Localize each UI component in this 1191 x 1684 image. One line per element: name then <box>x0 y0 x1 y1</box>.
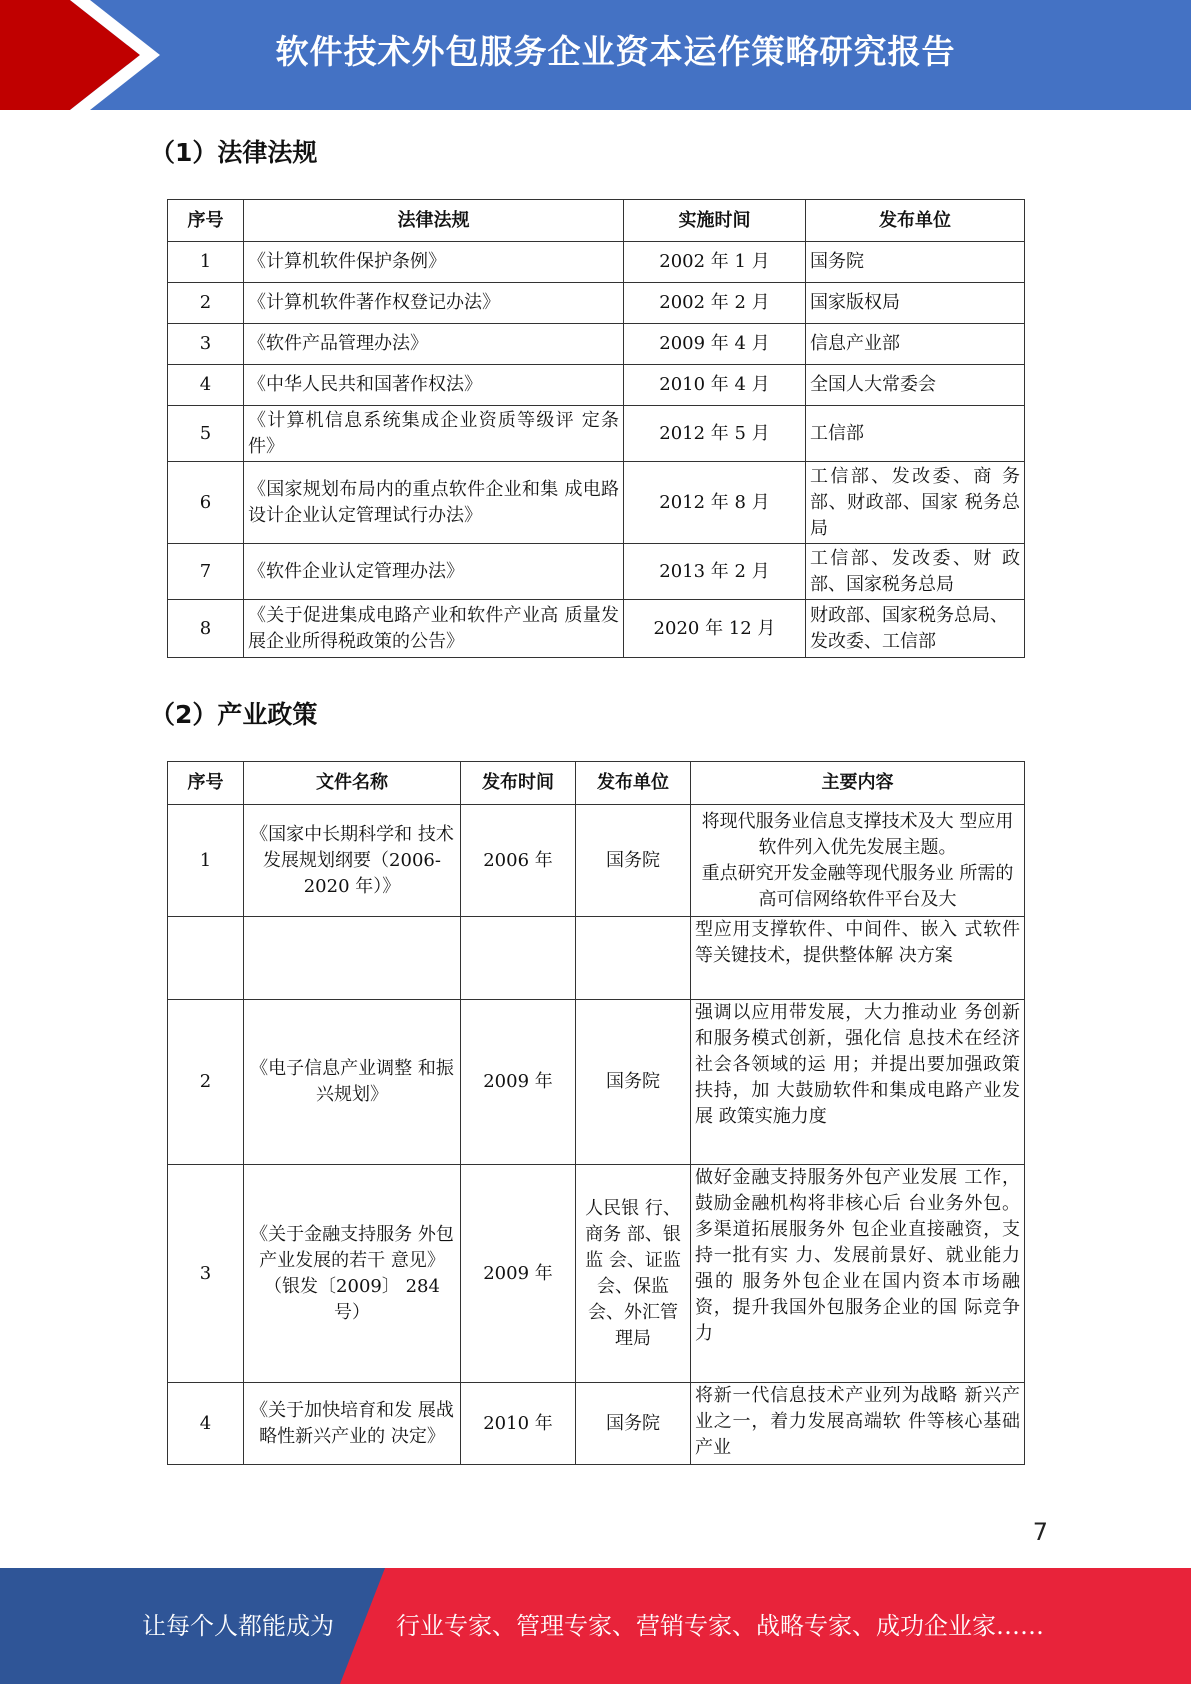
effective-date: 2002 年 2 月 <box>624 283 806 324</box>
table-row <box>168 242 1025 283</box>
table-row <box>168 1000 1025 1165</box>
column-header: 序号 <box>168 762 244 805</box>
main-content-line: 将现代服务业信息支撑技术及大 型应用软件列入优先发展主题。 <box>701 810 1014 858</box>
effective-date: 2002 年 1 月 <box>624 242 806 283</box>
effective-date: 2012 年 8 月 <box>624 462 806 544</box>
column-header: 发布单位 <box>806 200 1025 242</box>
issuer <box>576 917 691 1000</box>
table-row <box>168 1383 1025 1465</box>
row-number: 1 <box>168 242 244 283</box>
table-row <box>168 600 1025 658</box>
effective-date: 2012 年 5 月 <box>624 406 806 462</box>
table-row <box>168 1165 1025 1383</box>
main-content: 做好金融支持服务外包产业发展 工作，鼓励金融机构将非核心后 台业务外包。多渠道拓展服务外 包企业直接融资，支持一批有实 力、发展前景好、就业能力强的 服务外包企业在国内资本市场融 资，提升我国外包服务企业的国 际竞争力 <box>691 1165 1025 1383</box>
table-row <box>168 544 1025 600</box>
issuer: 国务院 <box>576 1000 691 1165</box>
row-number <box>168 917 244 1000</box>
row-number: 4 <box>168 1383 244 1465</box>
page-number: 7 <box>1032 1518 1048 1546</box>
law-name: 《计算机软件保护条例》 <box>244 242 624 283</box>
table-row <box>168 805 1025 917</box>
section-title-policies: （2）产业政策 <box>150 700 318 729</box>
publish-date: 2006 年 <box>461 805 576 917</box>
issuer: 国务院 <box>806 242 1025 283</box>
column-header: 主要内容 <box>691 762 1025 805</box>
table-row <box>168 406 1025 462</box>
law-name: 《计算机软件著作权登记办法》 <box>244 283 624 324</box>
main-content <box>691 805 1025 917</box>
table-row <box>168 324 1025 365</box>
table-row <box>168 283 1025 324</box>
publish-date: 2009 年 <box>461 1165 576 1383</box>
law-name: 《中华人民共和国著作权法》 <box>244 365 624 406</box>
issuer: 财政部、国家税务总局、发改委、工信部 <box>806 600 1025 658</box>
table-header-row <box>168 762 1025 805</box>
main-content: 将新一代信息技术产业列为战略 新兴产业之一，着力发展高端软 件等核心基础产业 <box>691 1383 1025 1465</box>
table-header-row <box>168 200 1025 242</box>
publish-date: 2010 年 <box>461 1383 576 1465</box>
column-header: 文件名称 <box>244 762 461 805</box>
column-header: 序号 <box>168 200 244 242</box>
issuer: 工信部、发改委、商 务部、财政部、国家 税务总局 <box>806 462 1025 544</box>
row-number: 1 <box>168 805 244 917</box>
document-name: 《关于金融支持服务 外包产业发展的若干 意见》（银发〔2009〕 284 号） <box>244 1165 461 1383</box>
issuer: 国务院 <box>576 1383 691 1465</box>
row-number: 2 <box>168 1000 244 1165</box>
main-content: 强调以应用带发展，大力推动业 务创新和服务模式创新，强化信 息技术在经济社会各领域的运 用；并提出要加强政策扶持，加 大鼓励软件和集成电路产业发展 政策实施力度 <box>691 1000 1025 1165</box>
document-name <box>244 917 461 1000</box>
law-name: 《计算机信息系统集成企业资质等级评 定条件》 <box>244 406 624 462</box>
row-number: 8 <box>168 600 244 658</box>
header-banner <box>0 0 1191 110</box>
section-title-laws: （1）法律法规 <box>150 138 318 167</box>
footer-slogan-left: 让每个人都能成为 <box>142 1612 334 1640</box>
table-row <box>168 365 1025 406</box>
row-number: 2 <box>168 283 244 324</box>
row-number: 3 <box>168 324 244 365</box>
document-name: 《电子信息产业调整 和振兴规划》 <box>244 1000 461 1165</box>
row-number: 4 <box>168 365 244 406</box>
column-header: 实施时间 <box>624 200 806 242</box>
column-header: 法律法规 <box>244 200 624 242</box>
issuer: 国务院 <box>576 805 691 917</box>
laws-table <box>167 199 1025 658</box>
table-row <box>168 917 1025 1000</box>
policies-table <box>167 761 1025 1465</box>
effective-date: 2020 年 12 月 <box>624 600 806 658</box>
issuer: 工信部 <box>806 406 1025 462</box>
row-number: 7 <box>168 544 244 600</box>
issuer: 国家版权局 <box>806 283 1025 324</box>
issuer: 信息产业部 <box>806 324 1025 365</box>
report-title: 软件技术外包服务企业资本运作策略研究报告 <box>275 32 956 71</box>
footer-slogan-right: 行业专家、管理专家、营销专家、战略专家、成功企业家…… <box>396 1612 1044 1640</box>
footer-banner <box>0 1568 1191 1684</box>
row-number: 5 <box>168 406 244 462</box>
column-header: 发布时间 <box>461 762 576 805</box>
law-name: 《关于促进集成电路产业和软件产业高 质量发展企业所得税政策的公告》 <box>244 600 624 658</box>
effective-date: 2009 年 4 月 <box>624 324 806 365</box>
effective-date: 2013 年 2 月 <box>624 544 806 600</box>
main-content: 型应用支撑软件、中间件、嵌入 式软件等关键技术，提供整体解 决方案 <box>691 917 1025 1000</box>
issuer: 全国人大常委会 <box>806 365 1025 406</box>
row-number: 3 <box>168 1165 244 1383</box>
issuer: 人民银 行、商务 部、银监 会、证监会、保监会、外汇管理局 <box>576 1165 691 1383</box>
issuer: 工信部、发改委、财 政部、国家税务总局 <box>806 544 1025 600</box>
publish-date <box>461 917 576 1000</box>
main-content-line: 重点研究开发金融等现代服务业 所需的高可信网络软件平台及大 <box>701 862 1014 910</box>
document-name: 《关于加快培育和发 展战略性新兴产业的 决定》 <box>244 1383 461 1465</box>
document-name: 《国家中长期科学和 技术发展规划纲要（2006-2020 年）》 <box>244 805 461 917</box>
law-name: 《软件企业认定管理办法》 <box>244 544 624 600</box>
law-name: 《国家规划布局内的重点软件企业和集 成电路设计企业认定管理试行办法》 <box>244 462 624 544</box>
law-name: 《软件产品管理办法》 <box>244 324 624 365</box>
table-row <box>168 462 1025 544</box>
column-header: 发布单位 <box>576 762 691 805</box>
publish-date: 2009 年 <box>461 1000 576 1165</box>
row-number: 6 <box>168 462 244 544</box>
effective-date: 2010 年 4 月 <box>624 365 806 406</box>
